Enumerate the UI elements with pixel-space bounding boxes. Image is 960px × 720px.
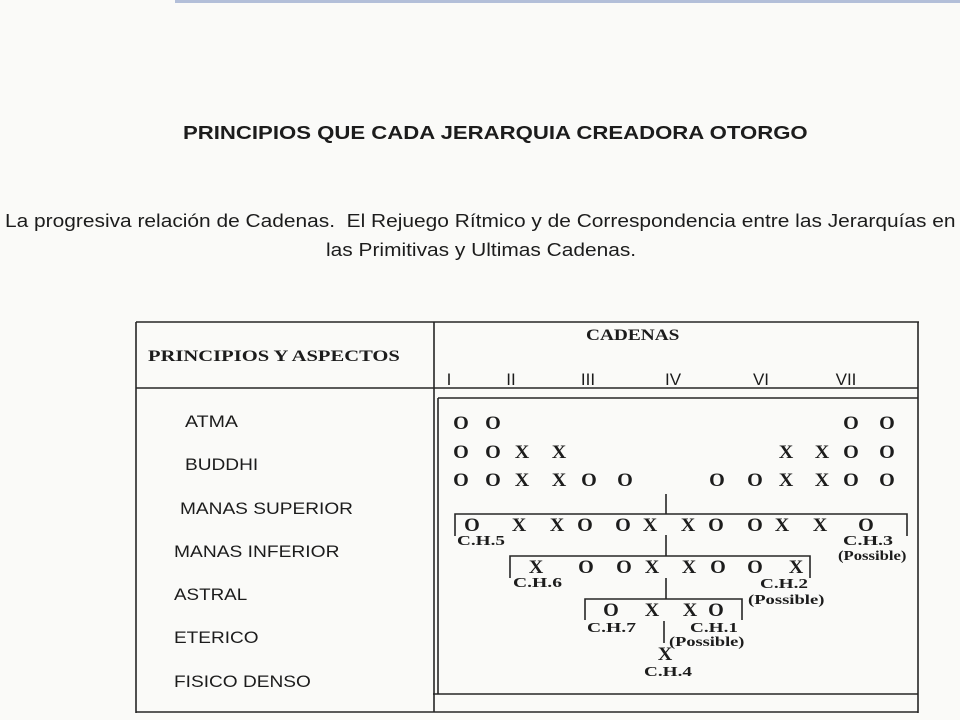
chain-symbol-o: O bbox=[453, 413, 469, 434]
principle-buddhi: BUDDHI bbox=[185, 455, 259, 474]
chain-symbol-o: O bbox=[709, 470, 725, 491]
chain-symbol-x: X bbox=[788, 557, 804, 578]
chain-symbol-x: X bbox=[778, 442, 794, 463]
chain-symbol-x: X bbox=[514, 470, 530, 491]
label-ch3: C.H.3 bbox=[843, 534, 893, 549]
chain-symbol-o: O bbox=[747, 515, 763, 536]
chain-numeral-i: I bbox=[446, 370, 452, 389]
intro-text-line-2: las Primitivas y Ultimas Cadenas. bbox=[326, 240, 637, 260]
chain-symbol-o: O bbox=[879, 442, 895, 463]
chain-symbol-o: O bbox=[843, 413, 859, 434]
chain-numeral-ii: II bbox=[506, 370, 516, 389]
principle-astral: ASTRAL bbox=[174, 585, 248, 604]
chains-header: CADENAS bbox=[586, 327, 680, 344]
note-ch1-possible: (Possible) bbox=[669, 635, 745, 650]
chain-symbol-x: X bbox=[514, 442, 530, 463]
chain-symbol-o: O bbox=[710, 557, 726, 578]
chain-symbol-x: X bbox=[551, 442, 567, 463]
chain-symbol-o: O bbox=[453, 442, 469, 463]
chain-symbol-o: O bbox=[464, 515, 480, 536]
chain-symbol-o: O bbox=[603, 600, 619, 621]
chain-symbol-o: O bbox=[453, 470, 469, 491]
chain-symbol-x: X bbox=[511, 515, 527, 536]
note-ch2-possible: (Possible) bbox=[748, 593, 825, 608]
label-ch2: C.H.2 bbox=[760, 577, 808, 592]
chain-symbol-o: O bbox=[578, 557, 594, 578]
chain-symbol-o: O bbox=[747, 557, 763, 578]
chain-symbol-o: O bbox=[577, 515, 593, 536]
chain-numeral-vii: VII bbox=[835, 370, 857, 389]
chain-symbol-x: X bbox=[528, 557, 544, 578]
chain-symbol-o: O bbox=[843, 470, 859, 491]
chain-symbol-x: X bbox=[778, 470, 794, 491]
document-title: PRINCIPIOS QUE CADA JERARQUIA CREADORA OTORGO bbox=[183, 123, 808, 143]
principle-manas-superior: MANAS SUPERIOR bbox=[180, 499, 353, 518]
note-ch3-possible: (Possible) bbox=[838, 549, 907, 564]
chain-symbol-o: O bbox=[858, 515, 874, 536]
chain-symbol-x: X bbox=[644, 557, 660, 578]
chain-symbol-x: X bbox=[680, 515, 696, 536]
chain-symbol-o: O bbox=[616, 557, 632, 578]
chain-symbol-o: O bbox=[485, 442, 501, 463]
chain-symbol-o: O bbox=[879, 413, 895, 434]
chain-symbol-x: X bbox=[551, 470, 567, 491]
principle-eterico: ETERICO bbox=[174, 628, 259, 647]
label-ch7: C.H.7 bbox=[587, 621, 636, 636]
chain-numeral-iv: IV bbox=[664, 370, 682, 389]
chain-symbol-o: O bbox=[485, 470, 501, 491]
chain-symbol-o: O bbox=[615, 515, 631, 536]
chain-symbol-x: X bbox=[681, 557, 697, 578]
chain-symbol-o: O bbox=[708, 515, 724, 536]
chain-symbol-o: O bbox=[708, 600, 724, 621]
chain-symbol-x: X bbox=[682, 600, 698, 621]
chain-symbol-o: O bbox=[581, 470, 597, 491]
chain-symbol-x: X bbox=[774, 515, 790, 536]
chain-symbol-x: X bbox=[549, 515, 565, 536]
principles-header: PRINCIPIOS Y ASPECTOS bbox=[148, 348, 400, 365]
principle-manas-inferior: MANAS INFERIOR bbox=[174, 542, 340, 561]
principle-fisico-denso: FISICO DENSO bbox=[174, 672, 311, 691]
chain-symbol-x: X bbox=[657, 644, 673, 665]
label-ch5: C.H.5 bbox=[457, 534, 505, 549]
chain-symbol-x: X bbox=[814, 442, 830, 463]
chain-symbol-x: X bbox=[642, 515, 658, 536]
intro-text-line-1: La progresiva relación de Cadenas. El Rejuego Rítmico y de Correspondencia entre las Jerarquías en bbox=[5, 211, 956, 231]
label-ch4: C.H.4 bbox=[644, 665, 692, 680]
chain-numeral-iii: III bbox=[580, 370, 596, 389]
label-ch1: C.H.1 bbox=[690, 621, 738, 636]
label-ch6: C.H.6 bbox=[513, 576, 562, 591]
chain-numeral-vi: VI bbox=[752, 370, 770, 389]
chain-symbol-x: X bbox=[812, 515, 828, 536]
chain-symbol-x: X bbox=[814, 470, 830, 491]
chain-symbol-o: O bbox=[617, 470, 633, 491]
chain-symbol-o: O bbox=[747, 470, 763, 491]
chain-symbol-o: O bbox=[879, 470, 895, 491]
chain-symbol-o: O bbox=[843, 442, 859, 463]
chain-symbol-x: X bbox=[644, 600, 660, 621]
chain-symbol-o: O bbox=[485, 413, 501, 434]
principle-atma: ATMA bbox=[185, 412, 238, 431]
